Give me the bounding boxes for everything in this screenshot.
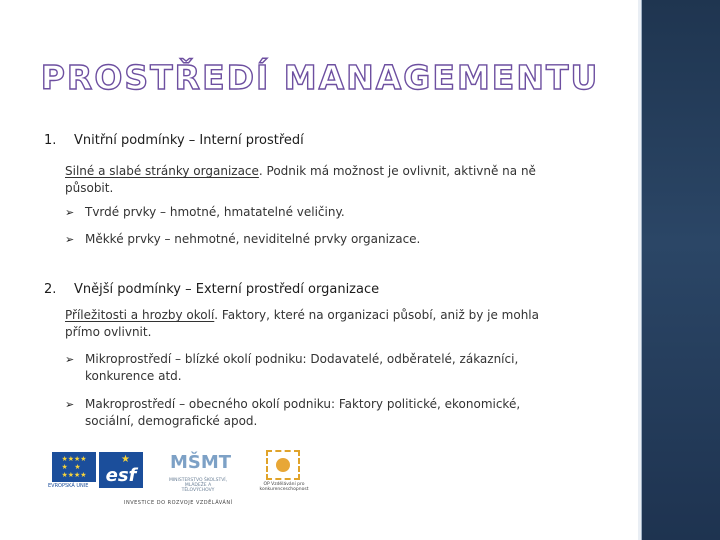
section-1-title: Vnitřní podmínky – Interní prostředí xyxy=(74,133,304,148)
esf-logo xyxy=(99,452,143,488)
bullet-text: Měkké prvky – nehmotné, neviditelné prvky organizace. xyxy=(85,232,421,246)
section-1-intro xyxy=(65,163,585,197)
arrow-bullet-icon: ➢ xyxy=(65,233,75,246)
eu-stars-icon: ★★★★ ★ ★ ★★★★ xyxy=(61,455,87,479)
opvk-emblem-icon xyxy=(276,458,290,472)
eu-flag-logo xyxy=(52,452,96,482)
section-1-intro-rest: . Podnik má možnost je ovlivnit, aktivně na ně xyxy=(258,164,536,178)
section-2-bullet-2 xyxy=(65,396,605,430)
section-2-intro-rest: . Faktory, které na organizaci působí, aniž by je mohla xyxy=(214,308,539,322)
eu-caption: EVROPSKÁ UNIE xyxy=(48,483,89,489)
arrow-bullet-icon: ➢ xyxy=(65,398,75,411)
bullet-text: Mikroprostředí – blízké okolí podniku: Dodavatelé, odběratelé, zákazníci, xyxy=(85,352,519,366)
bullet-text-line2: sociální, demografické apod. xyxy=(85,414,258,428)
section-1-intro-line2: působit. xyxy=(65,181,114,195)
section-1-heading xyxy=(44,133,304,148)
slide-title: PROSTŘEDÍ MANAGEMENTU xyxy=(40,58,600,97)
section-2-title: Vnější podmínky – Externí prostředí organizace xyxy=(74,282,380,297)
section-2-intro-line2: přímo ovlivnit. xyxy=(65,325,152,339)
esf-stars-icon: ★ xyxy=(121,454,130,465)
section-2-number: 2. xyxy=(44,282,57,297)
msmt-caption: MINISTERSTVO ŠKOLSTVÍ, MLÁDEŽE A TĚLOVÝCHOVY xyxy=(168,478,228,493)
side-decorative-band xyxy=(642,0,720,540)
section-2-heading xyxy=(44,282,379,297)
section-1-number: 1. xyxy=(44,133,57,148)
arrow-bullet-icon: ➢ xyxy=(65,206,75,219)
section-2-intro xyxy=(65,307,585,341)
bullet-text-line2: konkurence atd. xyxy=(85,369,182,383)
footer-caption: INVESTICE DO ROZVOJE VZDĚLÁVÁNÍ xyxy=(124,500,233,506)
arrow-bullet-icon: ➢ xyxy=(65,353,75,366)
section-2-intro-underlined: Příležitosti a hrozby okolí xyxy=(65,308,215,322)
bullet-text: Makroprostředí – obecného okolí podniku: Faktory politické, ekonomické, xyxy=(85,397,521,411)
section-1-bullet-1 xyxy=(65,204,605,221)
opvk-caption: OP Vzdělávání pro konkurenceschopnost xyxy=(259,482,309,492)
msmt-logo: MŠMT xyxy=(170,452,232,473)
section-1-intro-underlined: Silné a slabé stránky organizace xyxy=(65,164,259,178)
bullet-text: Tvrdé prvky – hmotné, hmatatelné veličiny. xyxy=(85,205,345,219)
opvk-logo xyxy=(266,450,300,480)
esf-text: esf xyxy=(105,465,137,486)
section-2-bullet-1 xyxy=(65,351,605,385)
section-1-bullet-2 xyxy=(65,231,605,248)
